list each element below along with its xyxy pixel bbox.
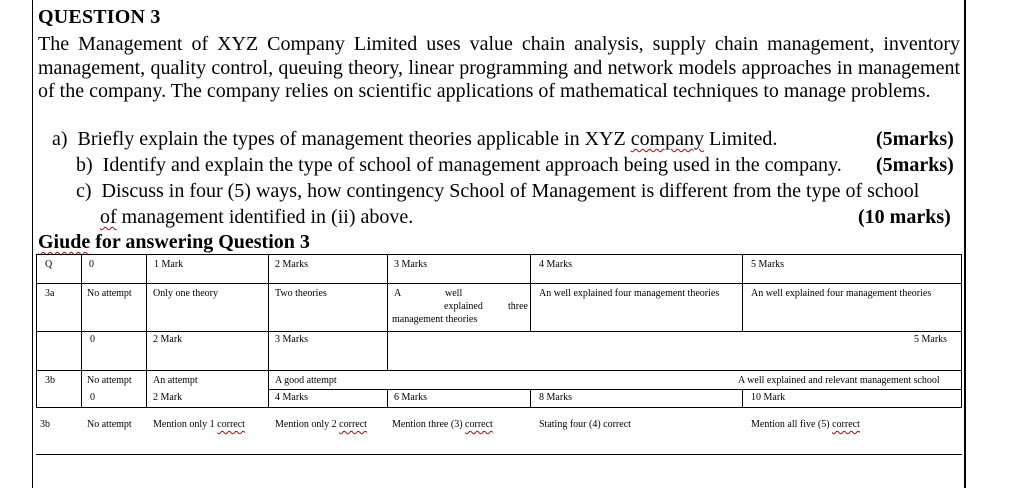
row-3c-c0: No attempt [87,419,132,430]
header-3-marks: 3 Marks [394,259,428,270]
row-3a-c3-three: three [508,301,528,312]
row-3b-q: 3b [45,375,55,386]
marks2-c3: 6 Marks [394,392,428,403]
header-q: Q [45,259,53,270]
row-3a-c5: An well explained four management theories [751,288,932,299]
marks1-c0: 0 [90,334,95,345]
row-3a-c2: Two theories [275,288,327,299]
row-3c-c3: Mention three (3) correct [392,419,493,430]
marks2-c1: 2 Mark [153,392,183,403]
item-c-text-line2: management identified in (ii) above. [116,206,414,228]
guide-title-misspelled: Giude [38,231,91,253]
row-3a-c1: Only one theory [153,288,218,299]
page-border-left [32,0,33,488]
row-3a-c4: An well explained four management theories [539,288,720,299]
marks1-c1: 2 Mark [153,334,183,345]
row-3c-c5: Mention all five (5) correct [751,419,860,430]
item-c-line2 [100,206,413,229]
row-3c-c4: Stating four (4) correct [539,419,631,430]
marks2-c5: 10 Mark [751,392,786,403]
item-c [76,180,919,203]
header-5-marks: 5 Marks [751,259,785,270]
row-3a-c0: No attempt [87,288,132,299]
guide-title-text: for answering Question 3 [90,231,310,253]
item-a-text: Briefly explain the types of management theories applicable in XYZ [77,128,631,150]
row-3b-c1: An attempt [153,375,198,386]
item-a-underlined-word: company [630,128,705,150]
row-3a-c3-mgmt: management theories [392,314,478,325]
page-border-right [964,0,966,488]
item-c-text: Discuss in four (5) ways, how contingency School of Management is different from the type of school [101,180,920,202]
question-paragraph: The Management of XYZ Company Limited uses value chain analysis, supply chain management, inventory management, quality control, queuing theory, linear programming and network models approaches in management of the company. The company relies on scientific applications of mathematical techniques to manage problems. [38,33,960,102]
header-4-marks: 4 Marks [539,259,573,270]
item-a-marks: (5marks) [876,128,954,150]
row-3b-c2: A good attempt [275,375,337,386]
item-c-marks: (10 marks) [858,206,951,228]
item-a [52,128,777,151]
item-b [76,154,842,177]
row-3c-c2: Mention only 2 correct [275,419,367,430]
item-c-marker: c) [76,180,92,202]
item-b-marker: b) [76,154,93,176]
row-3c-c1: Mention only 1 correct [153,419,245,430]
row-3c-q: 3b [40,419,50,430]
item-c-underlined-word: of [100,206,117,228]
row-3a-c3-well: well [445,288,463,299]
marks2-c2: 4 Marks [275,392,309,403]
question-title: QUESTION 3 [38,6,161,28]
item-a-text-end: Limited. [704,128,778,150]
guide-title [38,231,310,254]
item-a-marker: a) [52,128,68,150]
row-3a-c3-a: A [394,288,402,299]
item-b-text: Identify and explain the type of school of management approach being used in the company. [102,154,842,176]
row-3b-c5: A well explained and relevant management school [738,375,940,386]
row-3a-q: 3a [45,288,55,299]
row-3b-c0: No attempt [87,375,132,386]
row-3a-c3-explained: explained [444,301,483,312]
marks2-c0: 0 [90,392,95,403]
marks2-c4: 8 Marks [539,392,573,403]
header-0: 0 [89,259,94,270]
item-b-marks: (5marks) [876,154,954,176]
header-1-mark: 1 Mark [154,259,184,270]
marks1-c5: 5 Marks [914,334,948,345]
header-2-marks: 2 Marks [275,259,309,270]
marks1-c2: 3 Marks [275,334,309,345]
